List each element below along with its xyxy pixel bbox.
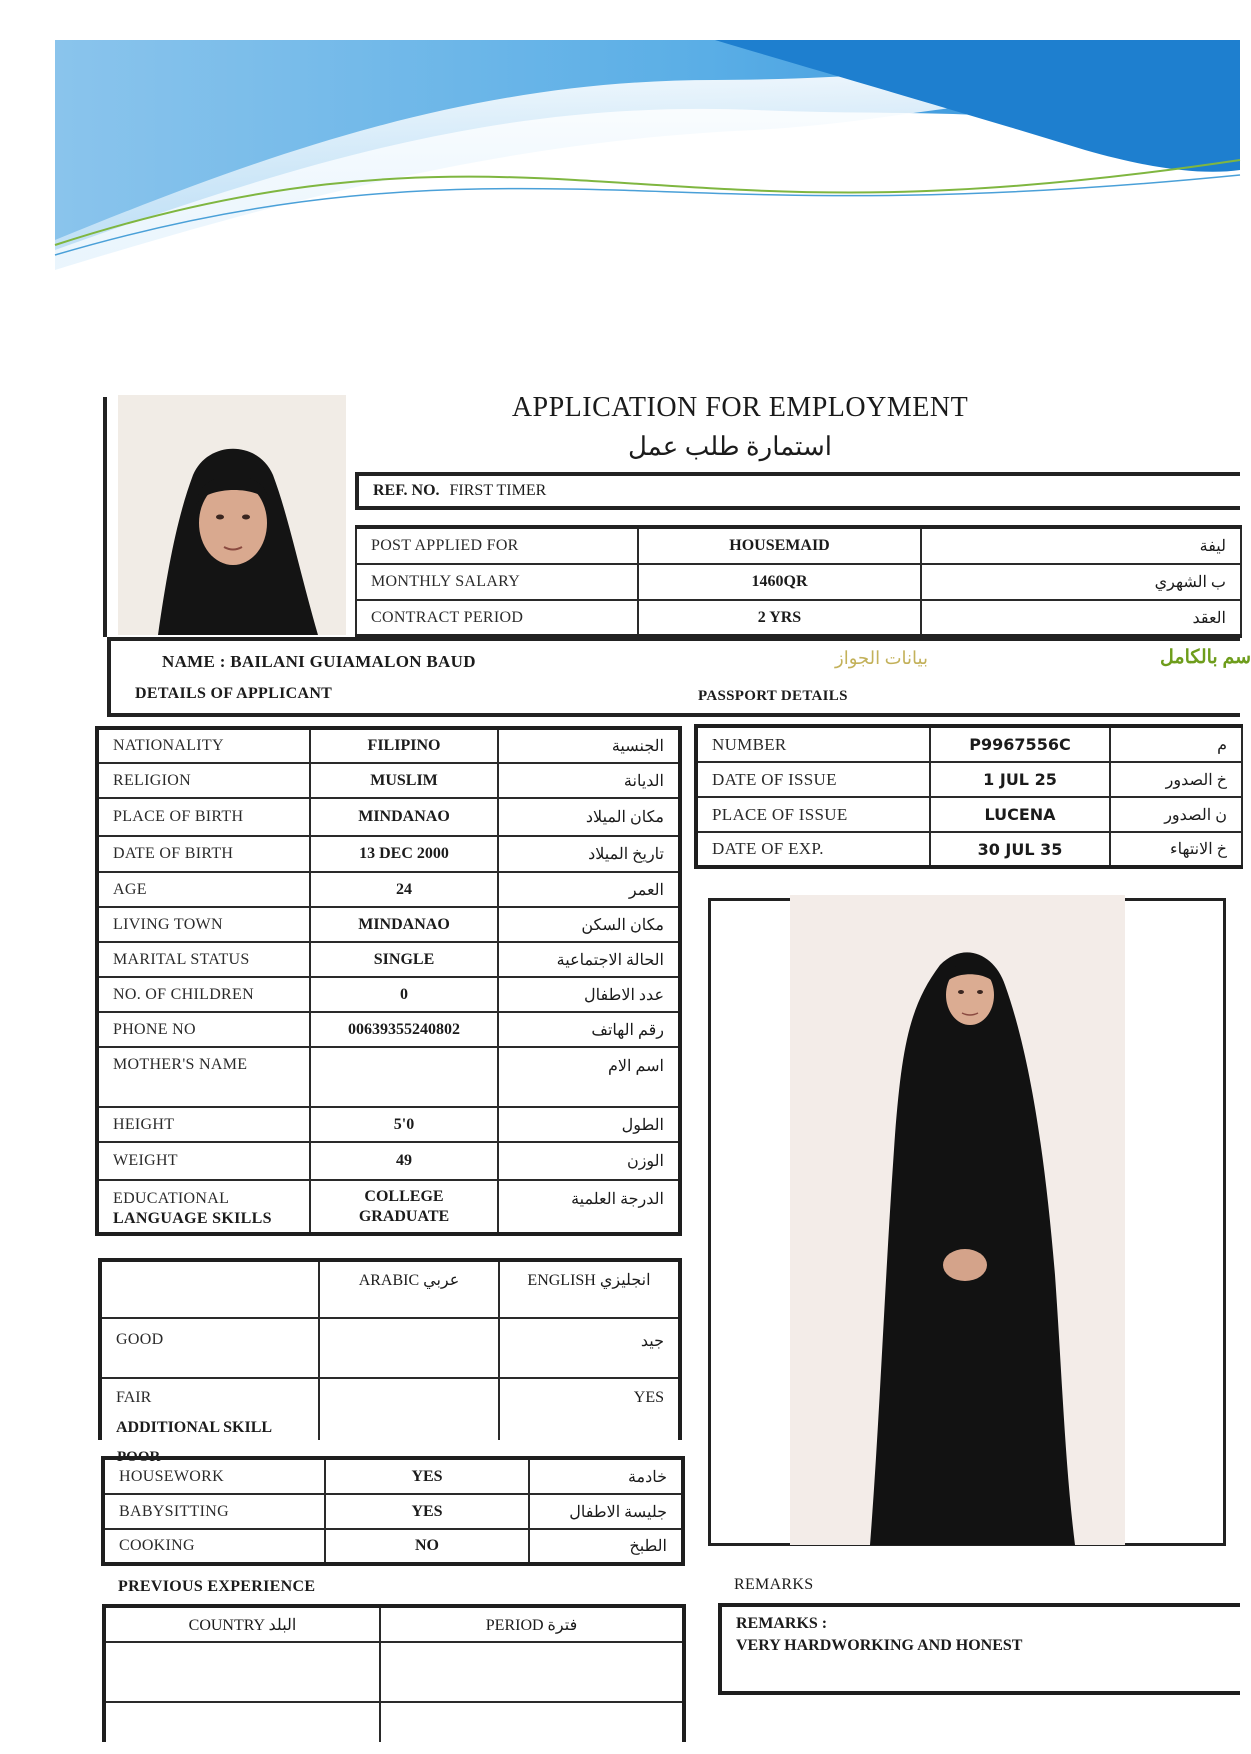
- ref-no-label: REF. NO.: [373, 482, 440, 499]
- table-row: [97, 728, 680, 763]
- detail-value: 24: [310, 872, 498, 907]
- passport-arabic: م: [1110, 726, 1242, 762]
- detail-arabic: رقم الهاتف: [498, 1012, 680, 1047]
- name-value: BAILANI GUIAMALON BAUD: [230, 652, 476, 671]
- detail-value: MINDANAO: [310, 798, 498, 836]
- fullname-arabic: سم بالكامل: [1160, 647, 1251, 668]
- fair-label: FAIR: [116, 1389, 152, 1406]
- remarks-label: REMARKS :: [736, 1615, 828, 1632]
- detail-value: MUSLIM: [310, 763, 498, 798]
- additional-skill-heading: ADDITIONAL SKILL: [116, 1419, 273, 1436]
- detail-label: DATE OF BIRTH: [97, 836, 310, 872]
- language-skills-heading: LANGUAGE SKILLS: [113, 1209, 272, 1227]
- arabic-header-label: ARABIC: [358, 1272, 420, 1289]
- experience-table: [102, 1604, 686, 1742]
- table-row: [97, 1180, 680, 1234]
- form-title-arabic: استمارة طلب عمل: [627, 432, 833, 461]
- table-row: [97, 1142, 680, 1180]
- details-table: [95, 726, 682, 1236]
- detail-value: FILIPINO: [310, 728, 498, 763]
- skill-arabic: خادمة: [529, 1458, 683, 1494]
- table-row: [104, 1702, 684, 1742]
- experience-cell: [380, 1642, 684, 1702]
- skill-label: COOKING: [103, 1529, 325, 1564]
- detail-arabic: الجنسية: [498, 728, 680, 763]
- poor-label: POOR: [117, 1449, 161, 1465]
- ref-no-box: [355, 472, 1240, 510]
- detail-arabic: الوزن: [498, 1142, 680, 1180]
- detail-label: LIVING TOWN: [97, 907, 310, 942]
- arabic-header-ar: عربي: [423, 1272, 460, 1289]
- passport-arabic: خ الانتهاء: [1110, 832, 1242, 867]
- table-row: [97, 1047, 680, 1107]
- applicant-full-body-photo: [790, 895, 1125, 1545]
- table-row: [100, 1260, 680, 1318]
- salary-label: MONTHLY SALARY: [356, 564, 638, 600]
- remarks-box: [718, 1603, 1240, 1695]
- detail-arabic: الحالة الاجتماعية: [498, 942, 680, 977]
- table-row: [97, 942, 680, 977]
- salary-arabic: ب الشهري: [921, 564, 1241, 600]
- detail-arabic: مكان السكن: [498, 907, 680, 942]
- passport-value: 1 JUL 25: [930, 762, 1110, 797]
- detail-arabic: تاريخ الميلاد: [498, 836, 680, 872]
- passport-arabic: ن الصدور: [1110, 797, 1242, 832]
- good-label: GOOD: [100, 1318, 319, 1378]
- skill-value: NO: [325, 1529, 529, 1564]
- table-row: [696, 797, 1242, 832]
- detail-label: RELIGION: [97, 763, 310, 798]
- period-label: PERIOD: [485, 1616, 544, 1634]
- arabic-column-header: [319, 1260, 499, 1318]
- skill-value: YES: [325, 1494, 529, 1529]
- detail-value: 0: [310, 977, 498, 1012]
- post-table: [355, 525, 1242, 638]
- detail-label: MARITAL STATUS: [97, 942, 310, 977]
- experience-cell: [380, 1702, 684, 1742]
- country-arabic: البلد: [268, 1616, 297, 1634]
- detail-label: PLACE OF BIRTH: [97, 798, 310, 836]
- passport-arabic-heading: بيانات الجواز: [835, 648, 928, 668]
- detail-arabic: عدد الاطفال: [498, 977, 680, 1012]
- experience-cell: [104, 1642, 380, 1702]
- passport-label: NUMBER: [696, 726, 930, 762]
- detail-label: HEIGHT: [97, 1107, 310, 1142]
- skill-label: HOUSEWORK: [103, 1458, 325, 1494]
- detail-arabic: العمر: [498, 872, 680, 907]
- post-arabic: ليفة: [921, 527, 1241, 564]
- post-value: HOUSEMAID: [638, 527, 921, 564]
- detail-value: 00639355240802: [310, 1012, 498, 1047]
- table-row: [97, 836, 680, 872]
- table-row: [97, 872, 680, 907]
- table-row: [97, 977, 680, 1012]
- detail-arabic: الدرجة العلمية: [498, 1180, 680, 1234]
- detail-arabic: مكان الميلاد: [498, 798, 680, 836]
- language-corner-cell: [100, 1260, 319, 1318]
- education-label-cell: [97, 1180, 310, 1234]
- fair-english-value: YES: [499, 1378, 680, 1440]
- detail-value: SINGLE: [310, 942, 498, 977]
- table-row: [97, 763, 680, 798]
- table-row: [356, 527, 1241, 564]
- form-title: APPLICATION FOR EMPLOYMENT: [511, 392, 969, 423]
- detail-value: MINDANAO: [310, 907, 498, 942]
- detail-value: 49: [310, 1142, 498, 1180]
- table-row: [104, 1606, 684, 1642]
- detail-label: WEIGHT: [97, 1142, 310, 1180]
- table-row: [696, 762, 1242, 797]
- applicant-name: [162, 652, 476, 672]
- fair-arabic-cell: [319, 1378, 499, 1440]
- passport-table: [694, 724, 1243, 869]
- good-arabic-label: جيد: [499, 1318, 680, 1378]
- table-row: [97, 1107, 680, 1142]
- table-row: [97, 1012, 680, 1047]
- contract-label: CONTRACT PERIOD: [356, 600, 638, 636]
- table-row: [100, 1318, 680, 1378]
- good-arabic-cell: [319, 1318, 499, 1378]
- table-row: [696, 832, 1242, 867]
- education-value-cell: [310, 1180, 498, 1234]
- name-label: NAME :: [162, 652, 226, 671]
- detail-label: PHONE NO: [97, 1012, 310, 1047]
- contract-value: 2 YRS: [638, 600, 921, 636]
- table-row: [103, 1494, 683, 1529]
- detail-label: NO. OF CHILDREN: [97, 977, 310, 1012]
- education-value-line1: COLLEGE: [364, 1187, 444, 1205]
- english-column-header: [499, 1260, 680, 1318]
- detail-arabic: اسم الام: [498, 1047, 680, 1107]
- remarks-text: VERY HARDWORKING AND HONEST: [736, 1637, 1023, 1654]
- passport-label: DATE OF EXP.: [696, 832, 930, 867]
- detail-label: NATIONALITY: [97, 728, 310, 763]
- passport-heading: PASSPORT DETAILS: [698, 688, 848, 704]
- previous-experience-heading: PREVIOUS EXPERIENCE: [118, 1578, 316, 1595]
- remarks-heading: REMARKS: [734, 1576, 814, 1593]
- detail-label: AGE: [97, 872, 310, 907]
- country-label: COUNTRY: [188, 1616, 265, 1634]
- experience-cell: [104, 1702, 380, 1742]
- photo-frame-left-bar: [103, 397, 107, 637]
- passport-value: P9967556C: [930, 726, 1110, 762]
- table-row: [356, 564, 1241, 600]
- name-block: [107, 637, 1240, 717]
- country-header: [104, 1606, 380, 1642]
- ref-no-value: FIRST TIMER: [449, 482, 547, 499]
- salary-value: 1460QR: [638, 564, 921, 600]
- passport-arabic: خ الصدور: [1110, 762, 1242, 797]
- skills-table: [101, 1456, 685, 1566]
- detail-arabic: الديانة: [498, 763, 680, 798]
- english-header-ar: انجليزي: [599, 1272, 651, 1289]
- skill-arabic: جليسة الاطفال: [529, 1494, 683, 1529]
- table-row: [696, 726, 1242, 762]
- table-row: [356, 600, 1241, 636]
- table-row: [97, 798, 680, 836]
- detail-value: [310, 1047, 498, 1107]
- language-table: [98, 1258, 682, 1440]
- applicant-portrait-photo: [118, 395, 346, 635]
- period-header: [380, 1606, 684, 1642]
- contract-arabic: العقد: [921, 600, 1241, 636]
- header-banner: [55, 40, 1240, 270]
- detail-value: 13 DEC 2000: [310, 836, 498, 872]
- passport-label: DATE OF ISSUE: [696, 762, 930, 797]
- detail-label: MOTHER'S NAME: [97, 1047, 310, 1107]
- education-label: EDUCATIONAL: [113, 1189, 230, 1207]
- period-arabic: فترة: [547, 1616, 578, 1634]
- table-row: [97, 907, 680, 942]
- table-row: [103, 1529, 683, 1564]
- detail-arabic: الطول: [498, 1107, 680, 1142]
- table-row: [100, 1378, 680, 1440]
- details-heading: DETAILS OF APPLICANT: [135, 685, 333, 702]
- fair-cell: [100, 1378, 319, 1440]
- post-label: POST APPLIED FOR: [356, 527, 638, 564]
- education-value-line2: GRADUATE: [358, 1207, 450, 1225]
- passport-value: 30 JUL 35: [930, 832, 1110, 867]
- passport-value: LUCENA: [930, 797, 1110, 832]
- skill-arabic: الطبخ: [529, 1529, 683, 1564]
- detail-value: 5'0: [310, 1107, 498, 1142]
- passport-label: PLACE OF ISSUE: [696, 797, 930, 832]
- table-row: [104, 1642, 684, 1702]
- skill-label: BABYSITTING: [103, 1494, 325, 1529]
- table-row: [103, 1458, 683, 1494]
- skill-value: YES: [325, 1458, 529, 1494]
- english-header-label: ENGLISH: [527, 1272, 596, 1289]
